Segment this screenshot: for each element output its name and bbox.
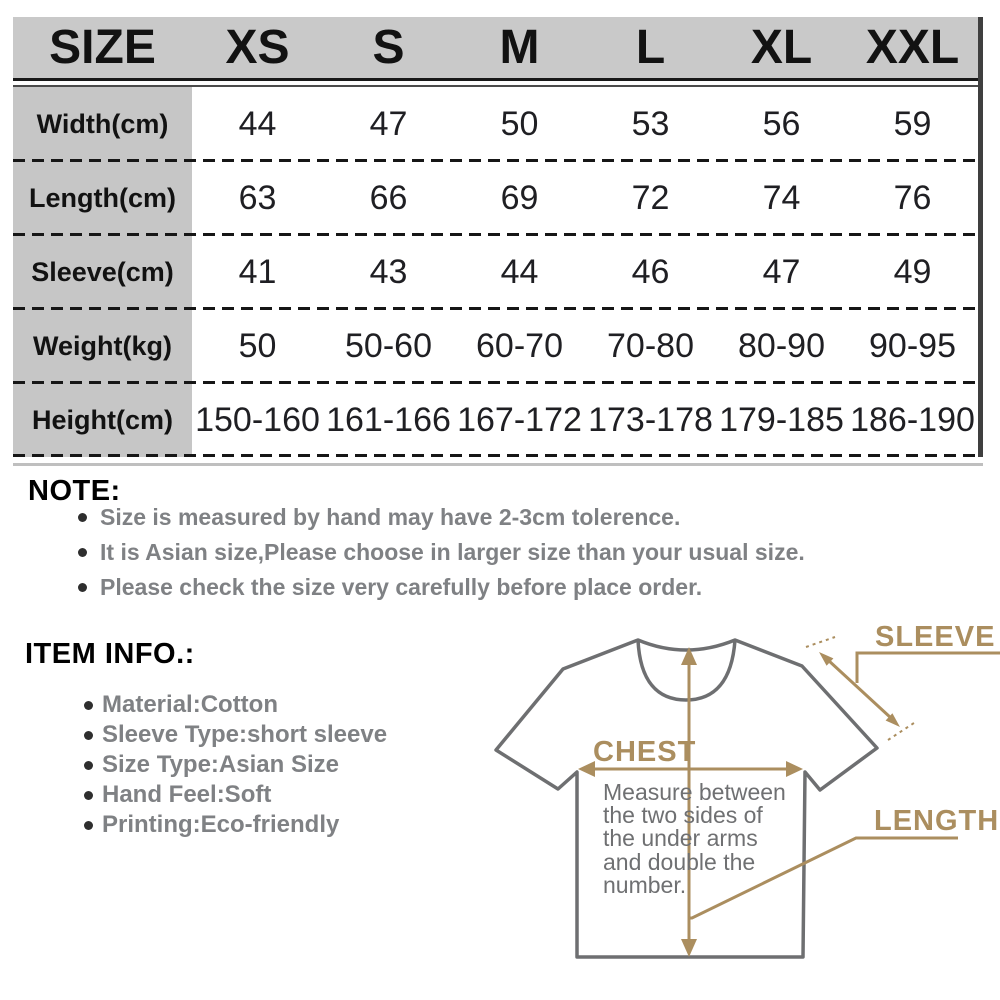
table-cell: 47 <box>716 235 847 309</box>
table-cell: 49 <box>847 235 978 309</box>
table-cell: 41 <box>192 235 323 309</box>
measure-note-line: number. <box>603 872 687 898</box>
measure-note-line: Measure between <box>603 779 786 805</box>
table-cell: 56 <box>716 87 847 161</box>
measure-note-line: and double the <box>603 849 756 875</box>
table-cell: 186-190 <box>847 383 978 457</box>
length-label: LENGTH <box>874 805 1000 837</box>
item-info-text: Hand Feel:Soft <box>102 781 272 808</box>
column-header-xxl: XXL <box>847 17 978 78</box>
list-item <box>84 692 387 717</box>
row-label-height: Height(cm) <box>13 383 192 457</box>
table-cell: 43 <box>323 235 454 309</box>
list-item <box>84 722 387 747</box>
row-label-length: Length(cm) <box>13 161 192 235</box>
table-corner-header: SIZE <box>13 17 192 78</box>
column-header-s: S <box>323 17 454 78</box>
table-cell: 63 <box>192 161 323 235</box>
header-double-rule <box>13 78 978 87</box>
list-item <box>78 504 805 530</box>
row-label-sleeve: Sleeve(cm) <box>13 235 192 309</box>
table-cell: 70-80 <box>585 309 716 383</box>
table-cell: 53 <box>585 87 716 161</box>
note-heading: NOTE: <box>28 475 121 507</box>
note-text: It is Asian size,Please choose in larger size than your usual size. <box>100 539 805 565</box>
list-item <box>84 782 387 807</box>
table-cell: 44 <box>192 87 323 161</box>
bullet-icon <box>78 548 87 557</box>
table-cell: 59 <box>847 87 978 161</box>
table-cell: 60-70 <box>454 309 585 383</box>
bullet-icon <box>84 821 93 830</box>
item-info-text: Material:Cotton <box>102 691 278 718</box>
sleeve-label: SLEEVE <box>875 621 996 653</box>
table-cell: 90-95 <box>847 309 978 383</box>
table-cell: 80-90 <box>716 309 847 383</box>
item-info-text: Size Type:Asian Size <box>102 751 339 778</box>
column-header-m: M <box>454 17 585 78</box>
table-cell: 50-60 <box>323 309 454 383</box>
measure-note-line: the under arms <box>603 825 758 851</box>
table-cell: 50 <box>454 87 585 161</box>
row-label-weight: Weight(kg) <box>13 309 192 383</box>
table-cell: 179-185 <box>716 383 847 457</box>
item-info-text: Sleeve Type:short sleeve <box>102 721 388 748</box>
row-divider <box>13 307 978 310</box>
bullet-icon <box>84 731 93 740</box>
note-text: Size is measured by hand may have 2-3cm tolerence. <box>100 504 681 530</box>
item-info-list <box>84 692 387 842</box>
row-divider <box>13 233 978 236</box>
note-text: Please check the size very carefully before place order. <box>100 574 703 600</box>
tshirt-measure-diagram <box>460 610 1000 1000</box>
list-item <box>78 574 805 600</box>
table-cell: 44 <box>454 235 585 309</box>
table-cell: 167-172 <box>454 383 585 457</box>
column-header-xs: XS <box>192 17 323 78</box>
table-cell: 50 <box>192 309 323 383</box>
table-cell: 66 <box>323 161 454 235</box>
bullet-icon <box>78 583 87 592</box>
list-item <box>78 539 805 565</box>
table-cell: 46 <box>585 235 716 309</box>
sleeve-leader-line <box>857 653 1000 683</box>
column-header-xl: XL <box>716 17 847 78</box>
measure-note-line: the two sides of <box>603 802 763 828</box>
bullet-icon <box>84 701 93 710</box>
bullet-icon <box>78 513 87 522</box>
row-divider <box>13 159 978 162</box>
list-item <box>84 752 387 777</box>
row-divider <box>13 381 978 384</box>
chest-label: CHEST <box>593 736 697 768</box>
table-cell: 173-178 <box>585 383 716 457</box>
list-item <box>84 812 387 837</box>
note-list <box>78 504 805 609</box>
table-cell: 72 <box>585 161 716 235</box>
table-cell: 161-166 <box>323 383 454 457</box>
item-info-text: Printing:Eco-friendly <box>102 811 340 838</box>
column-header-l: L <box>585 17 716 78</box>
row-label-width: Width(cm) <box>13 87 192 161</box>
bullet-icon <box>84 791 93 800</box>
table-cell: 69 <box>454 161 585 235</box>
table-bottom-shadow <box>13 463 983 466</box>
item-info-heading: ITEM INFO.: <box>25 638 195 670</box>
row-divider <box>13 454 978 457</box>
table-cell: 47 <box>323 87 454 161</box>
table-cell: 150-160 <box>192 383 323 457</box>
table-cell: 74 <box>716 161 847 235</box>
table-cell: 76 <box>847 161 978 235</box>
bullet-icon <box>84 761 93 770</box>
size-table <box>13 17 983 457</box>
